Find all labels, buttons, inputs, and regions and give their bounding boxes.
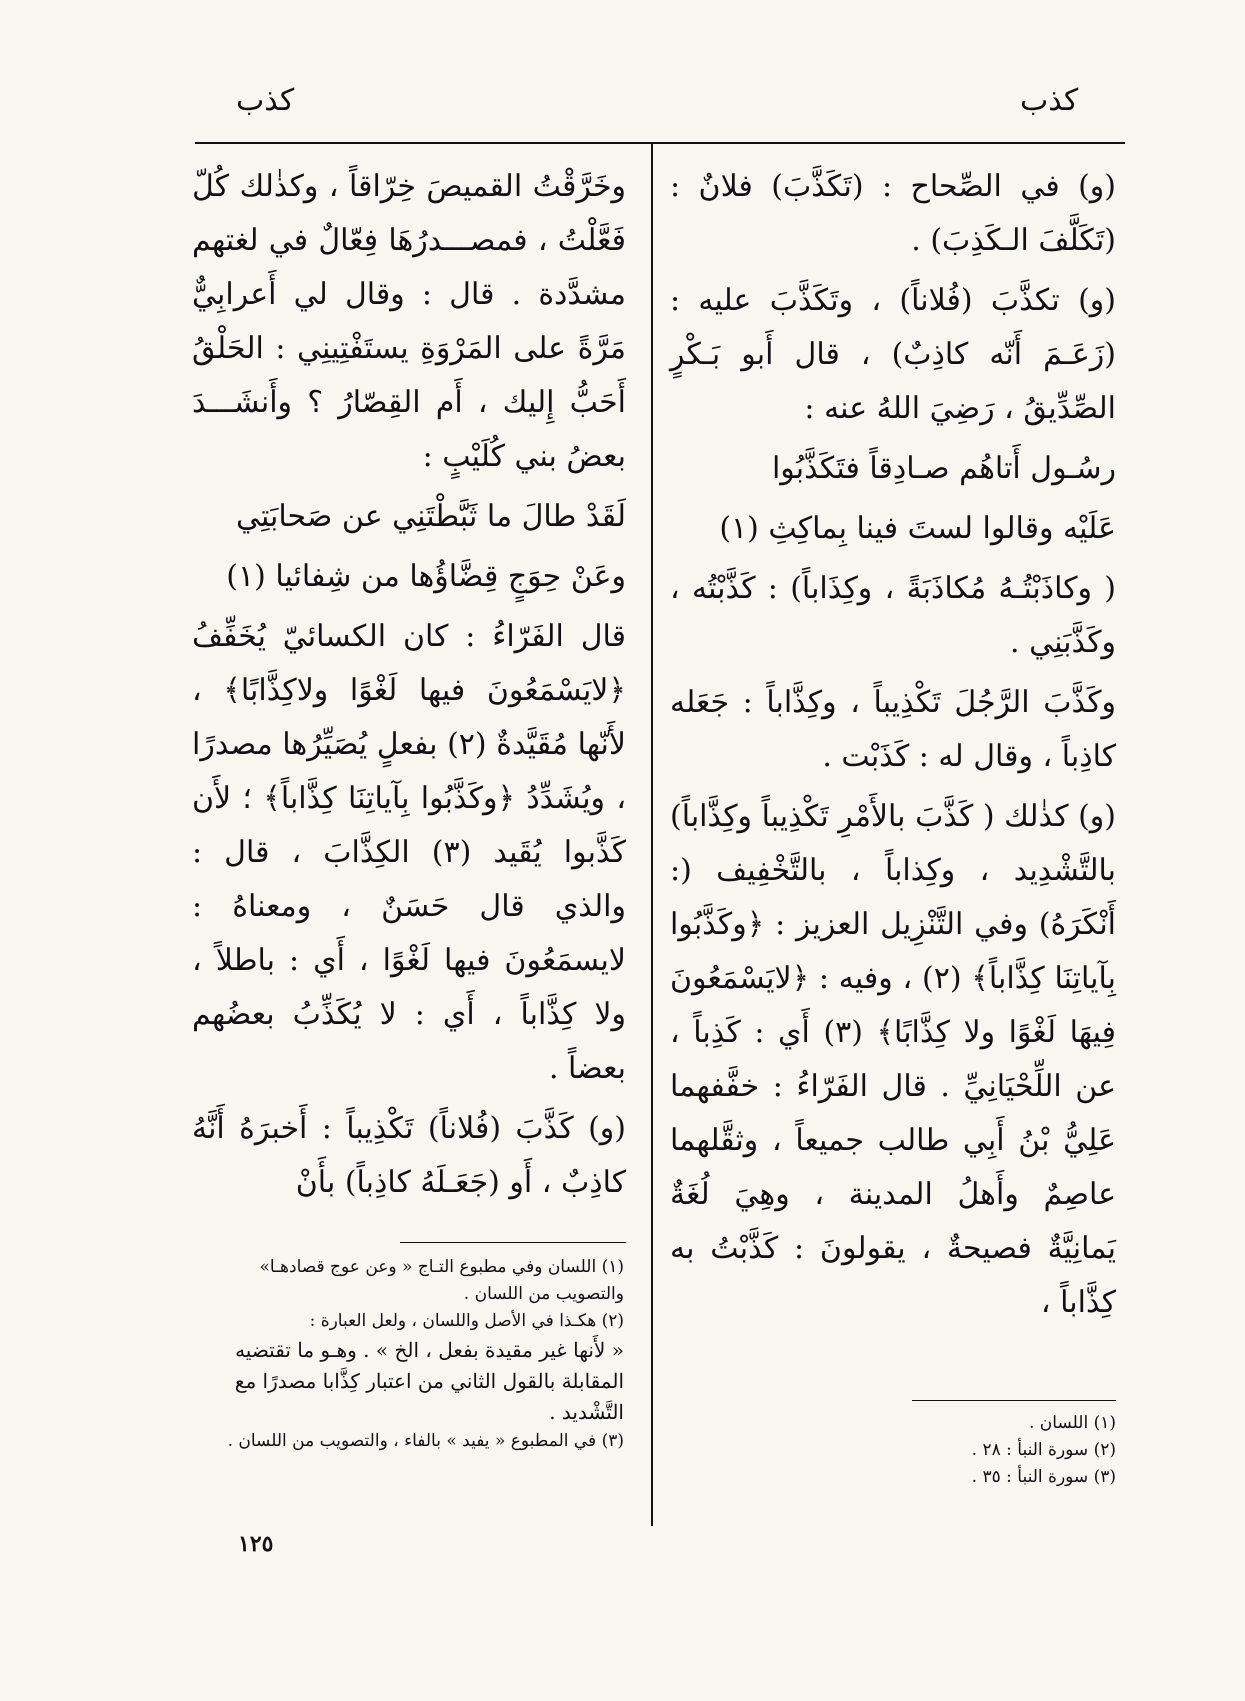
verse-line: رسُـول أَتاهُم صـادِقاً فتَكَذَّبُوا	[771, 451, 1116, 486]
paragraph: وكَذَّبَ الرَّجُلَ تَكْذِيباً ، وكِذَّاباً : جَعَله كاذِباً ، وقال له : كَذَبْت .	[670, 685, 1116, 774]
paragraph: (و) كَذَّبَ (فُلاناً) تَكْذِيباً : أَخبرَهُ أَنَّهُ كاذِبٌ ، أَو (جَعَـلَهُ كاذِباً) بأَنْ	[192, 1111, 626, 1200]
footnote: (١) اللسان وفي مطبوع التـاج « وعن عوج قصادهـا» والتصويب من اللسان .	[259, 1257, 624, 1304]
footnote: « لأَنها غير مقيدة بفعل ، الخ » . وهـو ما تقتضيه المقابلة بالقول الثاني من اعتبار كِذَّابا مصدرًا مع التَّشْديد .	[234, 1338, 624, 1424]
verse-line: عَلَيْه وقالوا لستَ فينا بِماكِثِ (١)	[719, 511, 1116, 546]
footnote: (١) اللسان .	[1029, 1413, 1116, 1433]
column-divider	[651, 142, 653, 1526]
page-number: ١٢٥	[238, 1531, 274, 1557]
paragraph: (و) تكذَّبَ (فُلاناً) ، وتَكَذَّبَ عليه : (زَعَـمَ أَنّه كاذِبٌ) ، قال أَبو بَـكْرٍ الصِّدِّيقُ ، رَضِيَ اللهُ عنه :	[670, 283, 1116, 426]
verse-line: وعَنْ حِوَجٍ قِضَّاؤُها من شِفائيا (١)	[226, 559, 626, 594]
paragraph: (و) في الصِّحاح : (تَكَذَّبَ) فلانٌ : (تَكَلَّفَ الـكَذِبَ) .	[670, 169, 1116, 258]
footnote-rule-left	[400, 1242, 626, 1243]
header-word-right: كذب	[1020, 83, 1079, 118]
right-column	[670, 160, 1116, 1336]
footnote-rule-right	[912, 1400, 1116, 1401]
footnote: (٣) في المطبوع « يفيد » بالفاء ، والتصويب من اللسان .	[227, 1431, 624, 1451]
footnote: (٣) سورة النبأ : ٣٥ .	[971, 1467, 1116, 1487]
footnote: (٢) هكـذا في الأصل واللسان ، ولعل العبارة :	[309, 1311, 624, 1331]
left-column	[192, 160, 626, 1216]
paragraph: وخَرَّقْتُ القميصَ خِرّاقاً ، وكذٰلك كُلّ فَعَّلْتُ ، فمصـــدرُهَا فِعّالٌ في لغتهم مشدَّدة . قال : وقال لي أَعرابِيٌّ مَرَّةً على المَرْوَةِ يستَفْتِينِي : الحَلْقُ أَحَبُّ إِليك ، أَم القِصّارُ ؟ وأَنشَـــدَ بعضُ بني كُلَيْبٍ :	[192, 169, 626, 474]
paragraph: قال الفَرّاءُ : كان الكسائيّ يُخَفِّفُ ﴿لايَسْمَعُونَ فيها لَغْوًا ولاكِذَّابًا﴾ ، لأَنّها مُقَيَّدةٌ (٢) بفعلٍ يُصَيِّرُها مصدرًا ، ويُشَدِّدُ ﴿وكَذَّبُوا بِآياتِنَا كِذَّاباً﴾ ؛ لأَن كَذَّبوا يُقَيد (٣) الكِذَّابَ ، قال : والذي قال حَسَنٌ ، ومعناهُ : لايسمَعُونَ فيها لَغْوًا ، أَي : باطلاً ، ولا كِذَّاباً ، أَي : لا يُكَذِّبُ بعضُهم بعضاً .	[192, 619, 627, 1086]
left-footnotes	[196, 1254, 624, 1455]
header-rule	[195, 142, 1125, 144]
footnote: (٢) سورة النبأ : ٢٨ .	[971, 1440, 1116, 1460]
right-footnotes	[880, 1410, 1116, 1491]
paragraph: (و) كذٰلك ( كَذَّبَ بالأَمْرِ تَكْذِيباً وكِذَّاباً) بالتَّشْدِيد ، وكِذاباً ، بالتَّخْفِيف (: أَنْكَرَهُ) وفي التَّنْزِيل العزيز : ﴿وكَذَّبُوا بِآياتِنَا كِذَّاباً﴾ (٢) ، وفيه : ﴿لايَسْمَعُونَ فِيهَا لَغْوًا ولا كِذَّابًا﴾ (٣) أَي : كَذِباً ، عن اللِّحْيَانِيِّ . قال الفَرّاءُ : خفَّفهما عَلِيُّ بْنُ أَبِي طالب جميعاً ، وثقَّلهما عاصِمٌ وأَهلُ المدينة ، وهِيَ لُغَةٌ يَمانِيَّةٌ فصيحةٌ ، يقولونَ : كَذَّبْتُ به كِذَّاباً ،	[669, 799, 1117, 1320]
verse-line: لَقَدْ طالَ ما ثَبَّطْتَنِي عن صَحابَتِي	[235, 499, 626, 534]
header-word-left: كذب	[236, 83, 295, 118]
paragraph: ( وكاذَبْتُـهُ مُكاذَبَةً ، وكِذَاباً) : كَذَّبْتُه ، وكَذَّبَنِي .	[670, 571, 1116, 660]
